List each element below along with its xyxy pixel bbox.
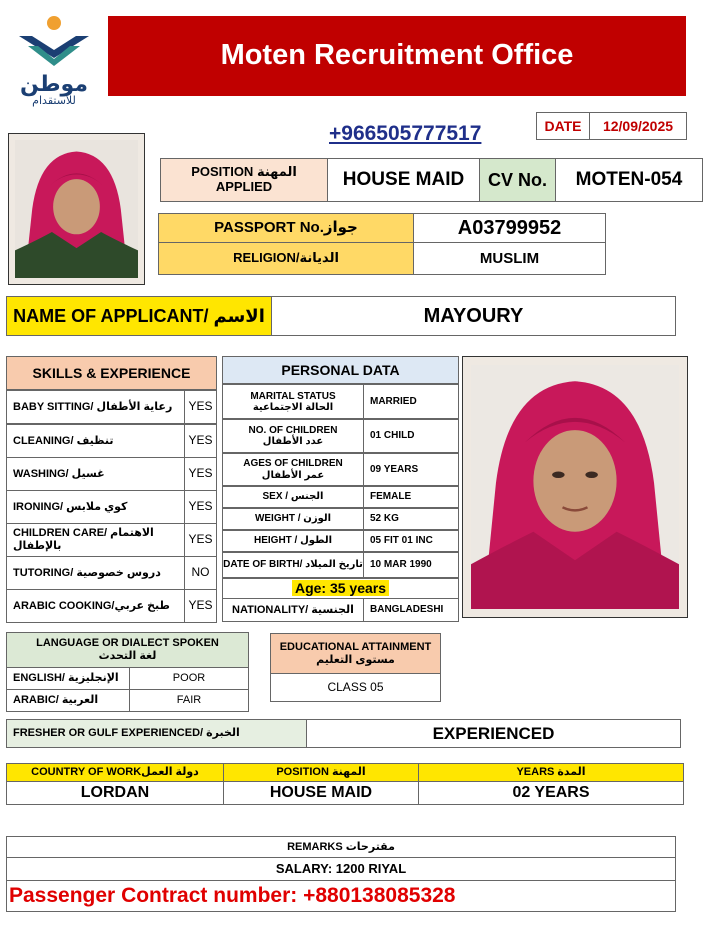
work-header-position: POSITION المهنة: [223, 763, 419, 782]
date-label: DATE: [536, 112, 590, 140]
personal-label: [222, 507, 364, 531]
age-value: Age: 35 years: [292, 580, 389, 596]
education-header-ar: مستوى التعليم: [316, 653, 395, 666]
date-value: 12/09/2025: [589, 112, 687, 140]
salary: SALARY: 1200 RIYAL: [6, 857, 676, 881]
contract-number: Passenger Contract number: +880138085328: [6, 880, 676, 912]
age-row: [222, 577, 459, 599]
education-header: [270, 633, 441, 674]
personal-label: [222, 452, 364, 487]
personal-label: [222, 418, 364, 454]
skill-value: YES: [184, 390, 217, 424]
personal-label: [222, 551, 364, 579]
nationality-label: NATIONALITY/ الجنسية: [222, 598, 364, 622]
skill-value: YES: [184, 523, 217, 557]
skill-label: IRONING/ كوي ملابس: [6, 490, 185, 524]
page-title: Moten Recruitment Office: [108, 16, 686, 96]
applicant-photo-large: [462, 356, 688, 618]
experience-label: FRESHER OR GULF EXPERIENCED/ الخبرة: [6, 719, 307, 748]
logo-mark-icon: [14, 14, 94, 68]
skill-value: YES: [184, 589, 217, 623]
work-position: HOUSE MAID: [223, 781, 419, 805]
remarks-label: REMARKS مقترحات: [6, 836, 676, 858]
education-header-en: EDUCATIONAL ATTAINMENT: [279, 640, 432, 653]
personal-value: 10 MAR 1990: [363, 551, 459, 579]
language-value: POOR: [129, 667, 249, 690]
religion-label: RELIGION/الديانة: [158, 242, 414, 275]
work-header-country: COUNTRY OF WORKدولة العمل: [6, 763, 224, 782]
personal-label-en: WEIGHT / الوزن: [254, 513, 332, 525]
position-label: [160, 158, 328, 202]
logo-arabic-sub: للاستقدام: [32, 95, 76, 107]
education-value: CLASS 05: [270, 673, 441, 702]
applicant-name-value: MAYOURY: [271, 296, 676, 336]
language-label: ARABIC/ العربية: [6, 689, 130, 712]
personal-value: FEMALE: [363, 485, 459, 509]
personal-value: 05 FIT 01 INC: [363, 529, 459, 553]
personal-label-en: DATE OF BIRTH/ تاريخ الميلاد: [223, 559, 363, 571]
personal-value: MARRIED: [363, 384, 459, 420]
skill-label: TUTORING/ دروس خصوصية: [6, 556, 185, 590]
language-header: [6, 632, 249, 668]
position-label-line1: POSITION المهنة: [191, 164, 297, 180]
skill-value: YES: [184, 424, 217, 458]
work-header-years: YEARS المدة: [418, 763, 684, 782]
logo-arabic-name: موطن: [20, 71, 88, 96]
applicant-photo-small: [8, 133, 145, 285]
experience-value: EXPERIENCED: [306, 719, 681, 748]
passport-value: A03799952: [413, 213, 606, 243]
skill-label: BABY SITTING/ رعاية الأطفال: [6, 390, 185, 424]
religion-value: MUSLIM: [413, 242, 606, 275]
personal-header: PERSONAL DATA: [222, 356, 459, 384]
applicant-name-label: NAME OF APPLICANT/ الاسم: [6, 296, 272, 336]
skill-value: YES: [184, 490, 217, 524]
personal-label-ar: عدد الأطفال: [262, 436, 324, 447]
skill-label: CLEANING/ تنظيف: [6, 424, 185, 458]
personal-label-en: AGES OF CHILDREN: [243, 458, 343, 469]
logo: [14, 14, 94, 107]
position-value: HOUSE MAID: [327, 158, 480, 202]
personal-label: [222, 529, 364, 553]
passport-label: PASSPORT No.جواز: [158, 213, 414, 243]
language-header-en: LANGUAGE OR DIALECT SPOKEN: [36, 637, 219, 650]
personal-label: [222, 384, 364, 420]
work-country: LORDAN: [6, 781, 224, 805]
skills-header: SKILLS & EXPERIENCE: [6, 356, 217, 390]
nationality-value: BANGLADESHI: [363, 598, 459, 622]
skill-label: CHILDREN CARE/ الاهتمام بالإطفال: [6, 523, 185, 557]
skill-label: WASHING/ غسيل: [6, 457, 185, 491]
cv-label: CV No.: [479, 158, 556, 202]
personal-label-en: HEIGHT / الطول: [254, 535, 332, 547]
personal-label-en: NO. OF CHILDREN: [248, 424, 338, 436]
personal-value: 01 CHILD: [363, 418, 459, 454]
skill-label: ARABIC COOKING/طبخ عربي: [6, 589, 185, 623]
skill-value: NO: [184, 556, 217, 590]
personal-label-en: MARITAL STATUS: [250, 390, 336, 402]
personal-label-en: SEX / الجنس: [262, 491, 324, 503]
personal-value: 52 KG: [363, 507, 459, 531]
personal-label-ar: عمر الأطفال: [261, 469, 325, 481]
personal-label-ar: الحالة الاجتماعية: [252, 402, 334, 413]
language-value: FAIR: [129, 689, 249, 712]
phone-number[interactable]: +966505777517: [329, 122, 482, 145]
position-label-line2: APPLIED: [215, 179, 273, 194]
work-years: 02 YEARS: [418, 781, 684, 805]
cv-value: MOTEN-054: [555, 158, 703, 202]
personal-value: 09 YEARS: [363, 452, 459, 487]
language-header-ar: لغة التحدث: [98, 650, 157, 662]
language-label: ENGLISH/ الإنجليزية: [6, 667, 130, 690]
skill-value: YES: [184, 457, 217, 491]
personal-label: [222, 485, 364, 509]
